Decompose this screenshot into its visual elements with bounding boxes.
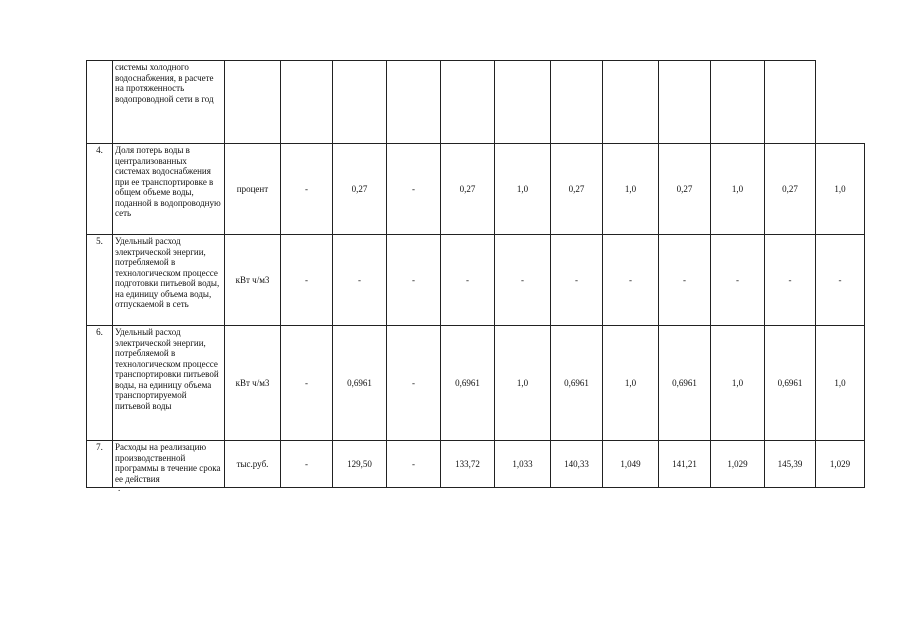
- value-cell: [659, 61, 711, 144]
- value-cell: -: [281, 441, 333, 488]
- table-row: [87, 61, 865, 144]
- value-cell: 1,0: [495, 326, 551, 441]
- value-cell: 141,21: [659, 441, 711, 488]
- value-cell: -: [495, 235, 551, 326]
- indicator-name: Удельный расход электрической энергии, потребляемой в технологическом процессе подготовки питьевой воды, на единицу объема воды, отпускаемой в сеть: [113, 235, 225, 326]
- value-cell: 0,6961: [333, 326, 387, 441]
- indicator-name: Доля потерь воды в централизованных системах водоснабжения при ее транспортировке в общем объеме воды, поданной в водопроводную сеть: [113, 144, 225, 235]
- unit-cell: тыс.руб.: [225, 441, 281, 488]
- table-row: [87, 441, 865, 488]
- value-cell: [603, 61, 659, 144]
- value-cell: [333, 61, 387, 144]
- value-cell: -: [281, 235, 333, 326]
- value-cell: 1,0: [495, 144, 551, 235]
- row-number: 6.: [87, 326, 113, 441]
- value-cell: -: [659, 235, 711, 326]
- indicators-table: [86, 60, 865, 488]
- value-cell: 1,0: [711, 326, 765, 441]
- value-cell: -: [551, 235, 603, 326]
- value-cell: 1,029: [816, 441, 865, 488]
- value-cell: [441, 61, 495, 144]
- footnote-mark: .: [118, 483, 121, 493]
- value-cell: 133,72: [441, 441, 495, 488]
- value-cell: [551, 61, 603, 144]
- value-cell: 0,27: [441, 144, 495, 235]
- row-number: 5.: [87, 235, 113, 326]
- value-cell: -: [711, 235, 765, 326]
- unit-cell: кВт ч/м3: [225, 235, 281, 326]
- value-cell: 1,0: [816, 326, 865, 441]
- value-cell: 0,27: [333, 144, 387, 235]
- value-cell: [387, 61, 441, 144]
- value-cell: 0,6961: [441, 326, 495, 441]
- value-cell: 0,6961: [551, 326, 603, 441]
- indicator-name: Расходы на реализацию производственной программы в течение срока ее действия: [113, 441, 225, 488]
- value-cell: 0,27: [765, 144, 816, 235]
- value-cell: 0,27: [551, 144, 603, 235]
- unit-cell: процент: [225, 144, 281, 235]
- value-cell: 0,6961: [659, 326, 711, 441]
- value-cell: 1,0: [711, 144, 765, 235]
- value-cell: [495, 61, 551, 144]
- indicator-name: Удельный расход электрической энергии, потребляемой в технологическом процессе транспортировки питьевой воды, на единицу объема транспортируемой питьевой воды: [113, 326, 225, 441]
- unit-cell: кВт ч/м3: [225, 326, 281, 441]
- value-cell: 1,0: [603, 144, 659, 235]
- row-number: 7.: [87, 441, 113, 488]
- value-cell: -: [387, 144, 441, 235]
- value-cell: 1,0: [816, 144, 865, 235]
- value-cell: [765, 61, 816, 144]
- value-cell: -: [387, 326, 441, 441]
- value-cell: -: [765, 235, 816, 326]
- value-cell: 1,033: [495, 441, 551, 488]
- value-cell: 129,50: [333, 441, 387, 488]
- value-cell: 140,33: [551, 441, 603, 488]
- table-row: [87, 144, 865, 235]
- row-number: [87, 61, 113, 144]
- value-cell: -: [816, 235, 865, 326]
- unit-cell: [225, 61, 281, 144]
- value-cell: [711, 61, 765, 144]
- value-cell: -: [333, 235, 387, 326]
- value-cell: 1,029: [711, 441, 765, 488]
- value-cell: -: [603, 235, 659, 326]
- value-cell: -: [281, 326, 333, 441]
- row-number: 4.: [87, 144, 113, 235]
- value-cell: [281, 61, 333, 144]
- value-cell: -: [387, 235, 441, 326]
- value-cell: -: [441, 235, 495, 326]
- value-cell: 0,27: [659, 144, 711, 235]
- table-row: [87, 235, 865, 326]
- value-cell: -: [387, 441, 441, 488]
- value-cell: -: [281, 144, 333, 235]
- value-cell: 1,049: [603, 441, 659, 488]
- indicator-name: системы холодного водоснабжения, в расчете на протяженность водопроводной сети в год: [113, 61, 225, 144]
- value-cell: 0,6961: [765, 326, 816, 441]
- value-cell: 1,0: [603, 326, 659, 441]
- value-cell: 145,39: [765, 441, 816, 488]
- table-row: [87, 326, 865, 441]
